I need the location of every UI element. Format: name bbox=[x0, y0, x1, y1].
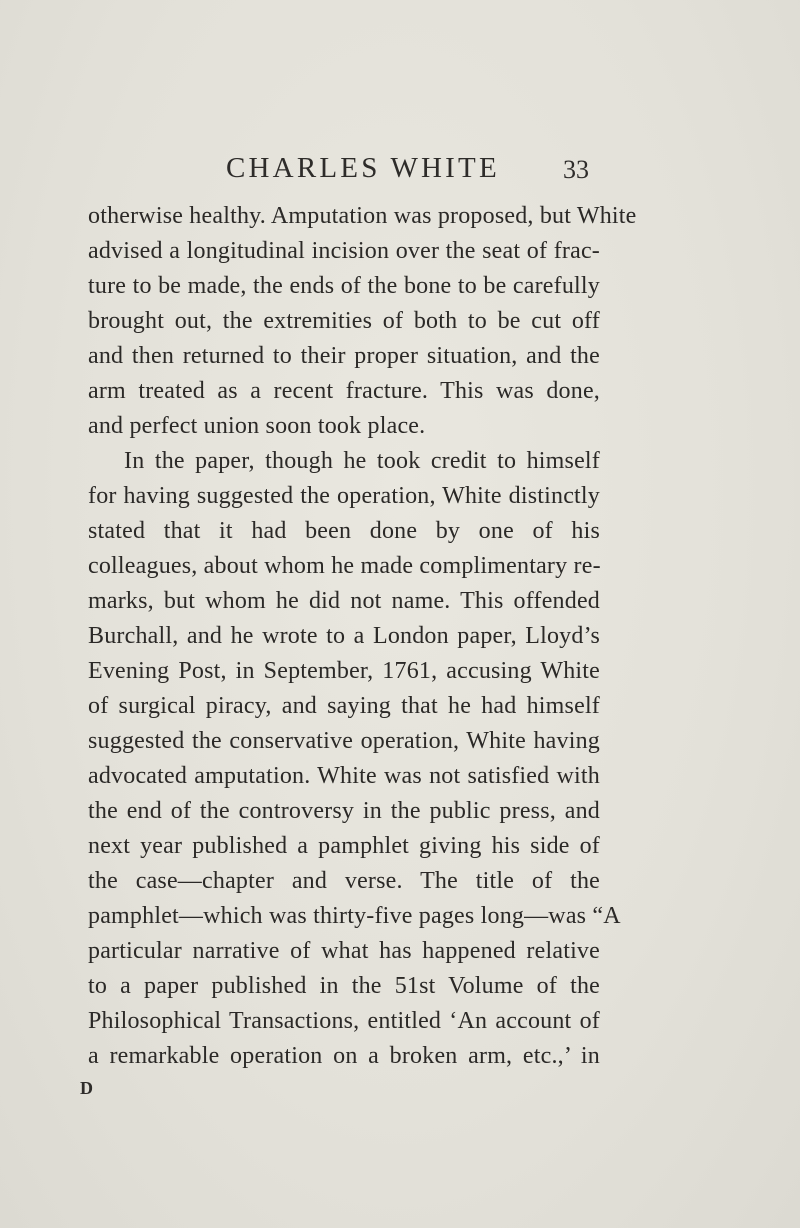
text-line: colleagues, about whom he made complimentary re- bbox=[88, 553, 601, 579]
text-line: to a paper published in the 51st Volume of the bbox=[88, 973, 600, 999]
text-line: next year published a pamphlet giving his side of bbox=[88, 833, 600, 859]
signature-mark: D bbox=[80, 1078, 93, 1098]
text-line: Burchall, and he wrote to a London paper, Lloyd’s bbox=[88, 623, 600, 649]
text-line: suggested the conservative operation, White having bbox=[88, 728, 600, 754]
text-line: arm treated as a recent fracture. This was done, bbox=[88, 378, 600, 404]
text-line: otherwise healthy. Amputation was proposed, but White bbox=[88, 203, 637, 229]
text-line: brought out, the extremities of both to be cut off bbox=[88, 308, 600, 334]
text-line: marks, but whom he did not name. This offended bbox=[88, 588, 600, 614]
text-line: the end of the controversy in the public press, and bbox=[88, 798, 600, 824]
running-head: CHARLES WHITE bbox=[226, 152, 500, 184]
text-line: particular narrative of what has happened relative bbox=[88, 938, 600, 964]
text-line: Evening Post, in September, 1761, accusing White bbox=[88, 658, 600, 684]
text-line: pamphlet—which was thirty-five pages long—was “A bbox=[88, 903, 621, 929]
text-line: for having suggested the operation, White distinctly bbox=[88, 483, 600, 509]
text-line: a remarkable operation on a broken arm, etc.,’ in bbox=[88, 1043, 600, 1069]
text-line: of surgical piracy, and saying that he had himself bbox=[88, 693, 600, 719]
page-number: 33 bbox=[563, 155, 589, 184]
text-line: and perfect union soon took place. bbox=[88, 413, 426, 439]
text-line: stated that it had been done by one of his bbox=[88, 518, 600, 544]
text-line: the case—chapter and verse. The title of the bbox=[88, 868, 600, 894]
text-line: Philosophical Transactions, entitled ‘An account of bbox=[88, 1008, 600, 1034]
text-line: ture to be made, the ends of the bone to be carefully bbox=[88, 273, 600, 299]
text-line: In the paper, though he took credit to himself bbox=[124, 448, 600, 474]
text-line: advocated amputation. White was not satisfied with bbox=[88, 763, 600, 789]
text-line: advised a longitudinal incision over the seat of frac- bbox=[88, 238, 600, 264]
text-line: and then returned to their proper situation, and the bbox=[88, 343, 600, 369]
